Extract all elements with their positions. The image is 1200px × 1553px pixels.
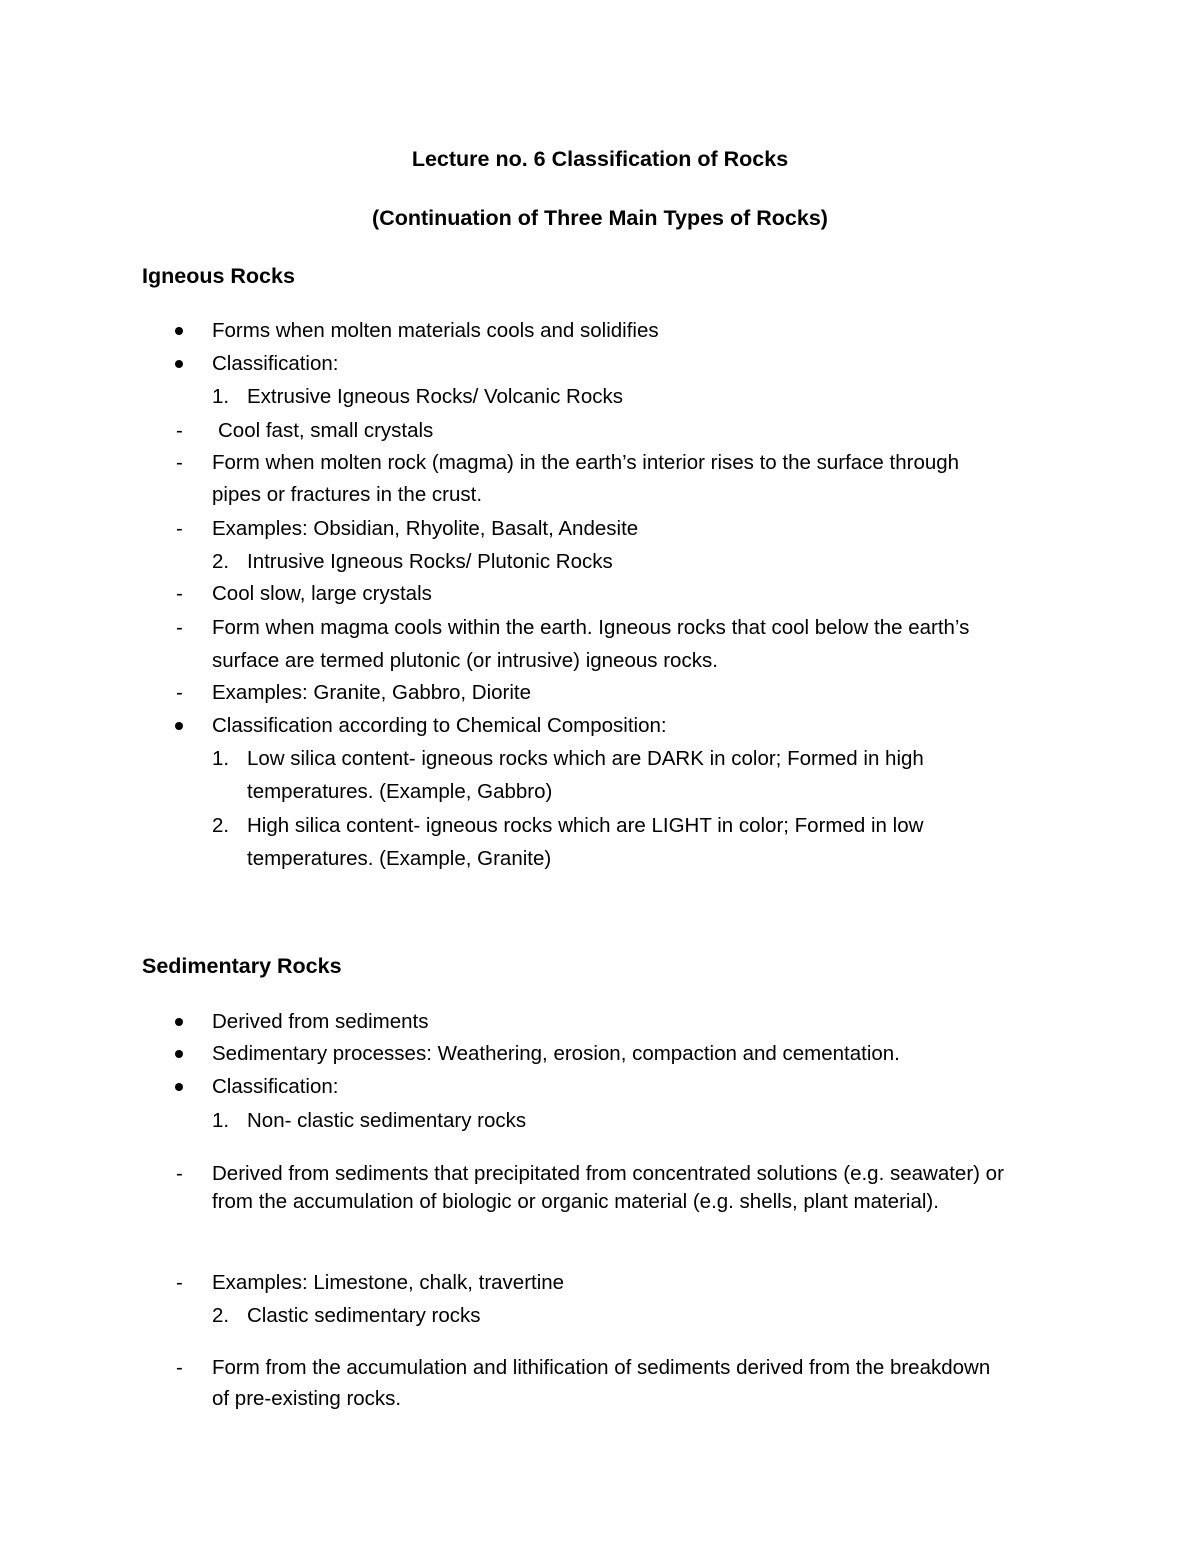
- igneous-dash-5-line1: Form when magma cools within the earth. Igneous rocks that cool below the earth’s: [212, 616, 970, 639]
- page-subtitle: (Continuation of Three Main Types of Rocks): [372, 206, 828, 230]
- sedimentary-nonclastic-item: Non- clastic sedimentary rocks: [247, 1109, 527, 1132]
- list-number: 1.: [212, 747, 230, 770]
- dash-marker: -: [176, 582, 183, 605]
- list-number: 1.: [212, 1109, 230, 1132]
- list-number: 2.: [212, 814, 230, 837]
- igneous-bullet-2: Classification:: [212, 352, 339, 375]
- dash-marker: -: [176, 681, 183, 704]
- bullet-icon: [175, 1083, 183, 1091]
- igneous-dash-3: Examples: Obsidian, Rhyolite, Basalt, Andesite: [212, 517, 639, 540]
- dash-marker: -: [176, 451, 183, 474]
- igneous-dash-2-line2: pipes or fractures in the crust.: [212, 483, 483, 506]
- sedimentary-dash-3-line1: Form from the accumulation and lithification of sediments derived from the breakdown: [212, 1356, 991, 1379]
- bullet-icon: [175, 722, 183, 730]
- sedimentary-heading: Sedimentary Rocks: [142, 954, 342, 978]
- igneous-extrusive-item: Extrusive Igneous Rocks/ Volcanic Rocks: [247, 385, 623, 408]
- igneous-dash-2-line1: Form when molten rock (magma) in the earth’s interior rises to the surface through: [212, 451, 960, 474]
- igneous-heading: Igneous Rocks: [142, 264, 295, 288]
- bullet-icon: [175, 1018, 183, 1026]
- dash-marker: -: [176, 616, 183, 639]
- dash-marker: -: [176, 1162, 183, 1185]
- sedimentary-clastic-item: Clastic sedimentary rocks: [247, 1304, 481, 1327]
- list-number: 2.: [212, 550, 230, 573]
- igneous-chem-1-line2: temperatures. (Example, Gabbro): [247, 780, 553, 803]
- dash-marker: -: [176, 1356, 183, 1379]
- igneous-chem-2-line1: High silica content- igneous rocks which are LIGHT in color; Formed in low: [247, 814, 924, 837]
- igneous-bullet-1: Forms when molten materials cools and solidifies: [212, 319, 659, 342]
- sedimentary-dash-3-line2: of pre-existing rocks.: [212, 1387, 402, 1410]
- dash-marker: -: [176, 517, 183, 540]
- sedimentary-dash-1-line2: from the accumulation of biologic or organic material (e.g. shells, plant material).: [212, 1190, 939, 1213]
- sedimentary-bullet-3: Classification:: [212, 1075, 339, 1098]
- igneous-dash-5-line2: surface are termed plutonic (or intrusive) igneous rocks.: [212, 649, 718, 672]
- igneous-bullet-3: Classification according to Chemical Composition:: [212, 714, 667, 737]
- sedimentary-dash-1-line1: Derived from sediments that precipitated from concentrated solutions (e.g. seawater) or: [212, 1162, 1004, 1185]
- sedimentary-dash-2: Examples: Limestone, chalk, travertine: [212, 1271, 565, 1294]
- igneous-chem-2-line2: temperatures. (Example, Granite): [247, 847, 552, 870]
- list-number: 1.: [212, 385, 230, 408]
- dash-marker: -: [176, 419, 183, 442]
- dash-marker: -: [176, 1271, 183, 1294]
- bullet-icon: [175, 1050, 183, 1058]
- igneous-chem-1-line1: Low silica content- igneous rocks which are DARK in color; Formed in high: [247, 747, 924, 770]
- igneous-dash-1: Cool fast, small crystals: [218, 419, 434, 442]
- page-title: Lecture no. 6 Classification of Rocks: [411, 147, 789, 171]
- igneous-dash-6: Examples: Granite, Gabbro, Diorite: [212, 681, 532, 704]
- list-number: 2.: [212, 1304, 230, 1327]
- bullet-icon: [175, 327, 183, 335]
- igneous-dash-4: Cool slow, large crystals: [212, 582, 432, 605]
- sedimentary-bullet-2: Sedimentary processes: Weathering, erosion, compaction and cementation.: [212, 1042, 900, 1065]
- bullet-icon: [175, 360, 183, 368]
- sedimentary-bullet-1: Derived from sediments: [212, 1010, 429, 1033]
- igneous-intrusive-item: Intrusive Igneous Rocks/ Plutonic Rocks: [247, 550, 613, 573]
